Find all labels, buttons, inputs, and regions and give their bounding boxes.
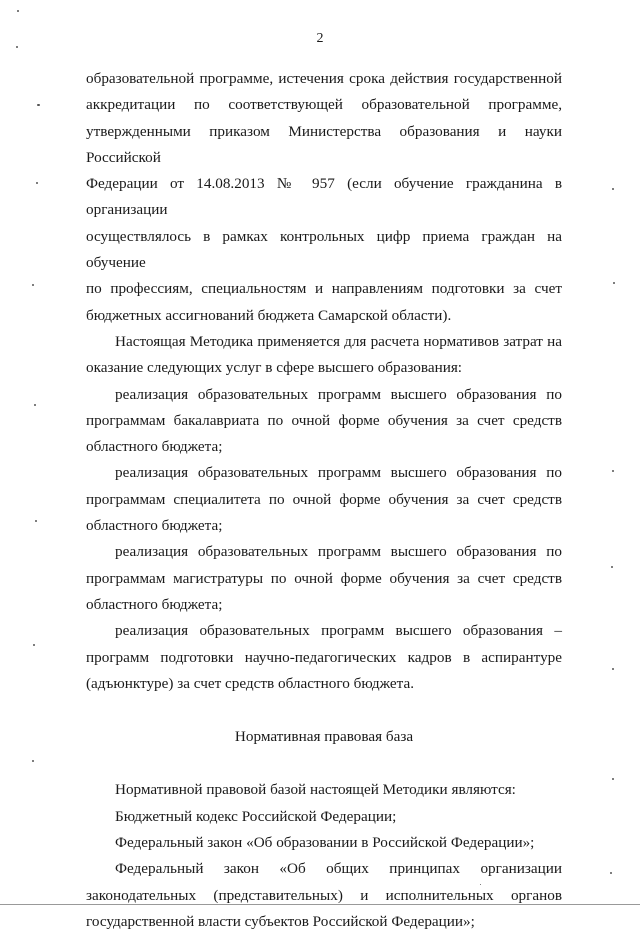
list-item-principles-law	[86, 856, 562, 935]
list-item-postgraduate	[86, 618, 562, 697]
text-line: программам специалитета по очной форме обучения за счет средств	[86, 490, 562, 508]
scan-speck	[613, 282, 615, 284]
text-line: областного бюджета;	[86, 595, 223, 613]
text-line: программам магистратуры по очной форме обучения за счет средств	[86, 569, 562, 587]
paragraph-continuation	[86, 66, 562, 329]
scan-speck	[16, 46, 18, 48]
scan-speck	[612, 668, 614, 670]
list-item-specialist	[86, 460, 562, 539]
list-item-budget-code: Бюджетный кодекс Российской Федерации;	[115, 807, 397, 825]
list-item-education-law: Федеральный закон «Об образовании в Российской Федерации»;	[115, 834, 535, 852]
scan-speck	[32, 284, 34, 286]
text-line: Федеральный закон «Об общих принципах организации	[115, 860, 562, 878]
text-line: государственной власти субъектов Российской Федерации»;	[86, 912, 475, 930]
text-line: областного бюджета;	[86, 438, 223, 456]
text-line: Федерации от 14.08.2013 № 957 (если обучение гражданина в организации	[86, 175, 562, 219]
text-line: аккредитации по соответствующей образовательной программе,	[86, 96, 562, 114]
text-line: реализация образовательных программ высшего образования по	[115, 464, 562, 482]
list-item-bachelor	[86, 382, 562, 461]
list-item-master	[86, 539, 562, 618]
scan-speck	[17, 10, 19, 12]
scan-speck	[35, 520, 37, 522]
scan-speck	[610, 872, 612, 874]
text-line: областного бюджета;	[86, 517, 223, 535]
text-line: (адъюнктуре) за счет средств областного бюджета.	[86, 674, 415, 692]
scan-speck	[612, 470, 614, 472]
document-body	[86, 66, 562, 935]
scan-speck	[37, 104, 40, 106]
scan-speck	[34, 404, 36, 406]
text-line: утвержденными приказом Министерства образования и науки Российской	[86, 122, 562, 166]
text-line: по профессиям, специальностям и направлениям подготовки за счет	[86, 280, 562, 298]
scan-speck	[33, 644, 35, 646]
section-heading: Нормативная правовая база	[234, 728, 414, 746]
text-line: оказание следующих услуг в сфере высшего образования:	[86, 359, 463, 377]
text-line: образовательной программе, истечения срока действия государственной	[86, 70, 562, 87]
scan-speck	[32, 760, 34, 762]
scan-speck	[36, 182, 38, 184]
text-line: бюджетных ассигнований бюджета Самарской области).	[86, 306, 452, 324]
scan-speck	[612, 188, 614, 190]
text-line: реализация образовательных программ высшего образования по	[115, 385, 562, 403]
text-line: реализация образовательных программ высшего образования –	[115, 622, 562, 640]
scan-speck	[480, 884, 481, 885]
paragraph-methodology-scope	[86, 329, 562, 382]
page-number: 2	[316, 31, 324, 46]
scan-speck	[612, 778, 614, 780]
paragraph-legal-basis-intro: Нормативной правовой базой настоящей Методики являются:	[115, 781, 516, 799]
text-line: Настоящая Методика применяется для расчета нормативов затрат на	[115, 332, 562, 350]
text-line: реализация образовательных программ высшего образования по	[115, 543, 562, 561]
text-line: осуществлялось в рамках контрольных цифр приема граждан на обучение	[86, 227, 562, 272]
text-line: программ подготовки научно-педагогических кадров в аспирантуре	[86, 648, 562, 666]
scan-speck	[611, 566, 613, 568]
text-line: законодательных (представительных) и исполнительных органов	[86, 886, 562, 904]
text-line: программам бакалавриата по очной форме обучения за счет средств	[86, 411, 562, 429]
